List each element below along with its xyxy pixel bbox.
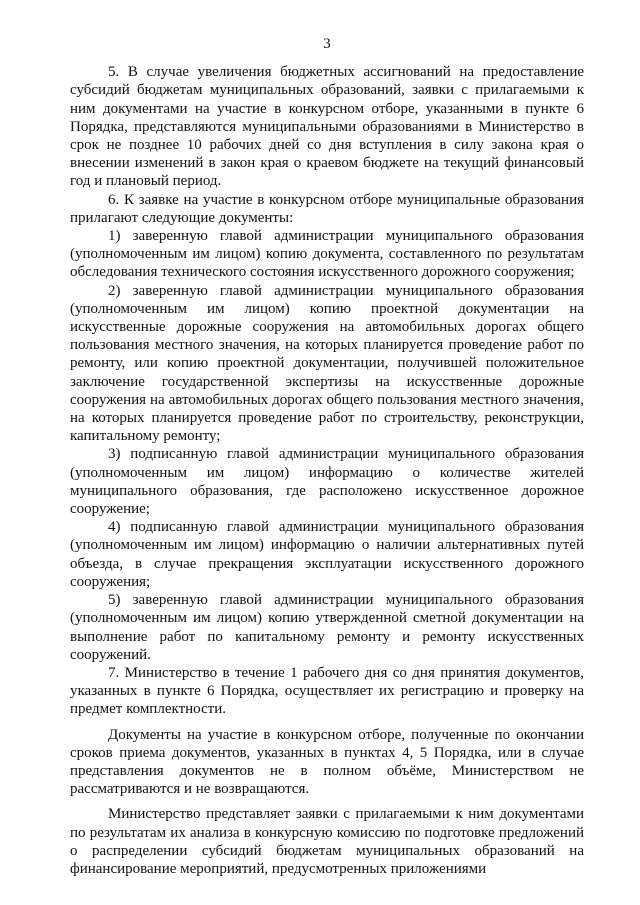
list-item-5: 5) заверенную главой администрации муниципального образования (уполномоченным им лицом) копию утвержденной сметной документации на выполнение работ по капитальному ремонту и ремонту искусственных сооружений. [70, 592, 584, 663]
list-item-2: 2) заверенную главой администрации муниципального образования (уполномоченным им лицом) копию проектной документации на искусственные дорожные сооружения на автомобильных дорогах общего пользования местного значения, на которых планируется проведение работ по ремонту, или копию проектной документации, получившей положительное заключение государственной экспертизы на искусственные дорожные сооружения на автомобильных дорогах общего пользования местного значения, на которых планируется проведение работ по строительству, реконструкции, капитальному ремонту; [70, 282, 584, 445]
paragraph-5: 5. В случае увеличения бюджетных ассигнований на предоставление субсидий бюджетам муниципальных образований, заявки с прилагаемыми к ним документами на участие в конкурсном отборе, указанными в пункте 6 Порядка, представляются муниципальными образованиями в Министерство в срок не позднее 10 рабочих дней со дня вступления в силу закона края о внесении изменений в закон края о краевом бюджете на текущий финансовый год и плановый период. [70, 64, 584, 190]
paragraph-7: 7. Министерство в течение 1 рабочего дня со дня принятия документов, указанных в пункте 6 Порядка, осуществляет их регистрацию и проверку на предмет комплектности. [70, 664, 584, 718]
paragraph-commission: Министерство представляет заявки с прилагаемыми к ним документами по результатам их анализа в конкурсную комиссию по подготовке предложений о распределении субсидий бюджетам муниципальных образований на финансирование мероприятий, предусмотренных приложениями [70, 806, 584, 877]
list-item-3: 3) подписанную главой администрации муниципального образования (уполномоченным им лицом) информацию о количестве жителей муниципального образования, где расположено искусственное дорожное сооружение; [70, 446, 584, 518]
paragraph-6: 6. К заявке на участие в конкурсном отборе муниципальные образования прилагают следующие документы: [70, 191, 584, 226]
list-item-4: 4) подписанную главой администрации муниципального образования (уполномоченным им лицом) информацию о наличии альтернативных путей объезда, в случае прекращения эксплуатации искусственного дорожного сооружения; [70, 519, 584, 590]
paragraph-late-documents: Документы на участие в конкурсном отборе, полученные по окончании сроков приема документов, указанных в пунктах 4, 5 Порядка, или в случае представления документов не в полном объёме, Министерством не рассматриваются и не возвращаются. [70, 726, 584, 798]
page-number: 3 [323, 36, 331, 52]
list-item-1: 1) заверенную главой администрации муниципального образования (уполномоченным им лицом) копию документа, составленного по результатам обследования технического состояния искусственного дорожного сооружения; [70, 228, 584, 281]
